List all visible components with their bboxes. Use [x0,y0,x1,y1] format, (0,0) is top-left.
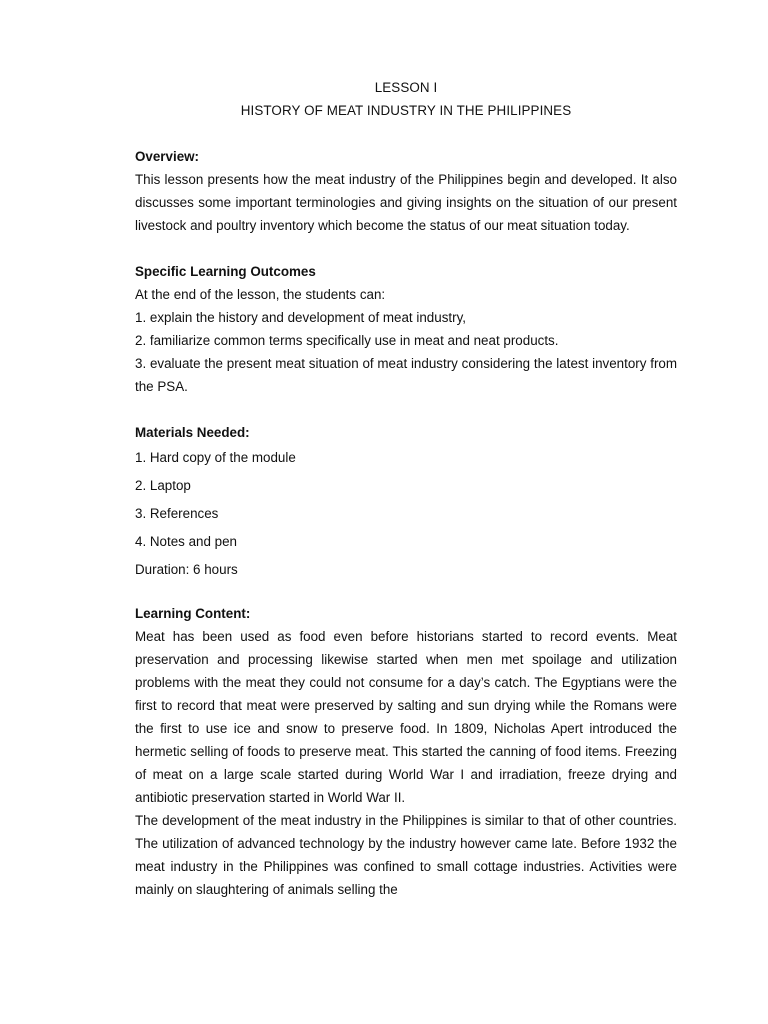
material-item: 2. Laptop [135,478,191,493]
overview-section [135,145,677,237]
outcomes-section [135,260,677,398]
outcome-item: 1. explain the history and development of meat industry, [135,310,466,325]
material-item: 1. Hard copy of the module [135,450,296,465]
content-paragraph: Meat has been used as food even before historians started to record events. Meat preservation and processing likewise started when men met spoilage and utilization problems with the meat they could not consume for a day’s catch. The Egyptians were the first to record that meat were preserved by salting and sun drying while the Romans were the first to use ice and snow to preserve food. In 1809, Nicholas Apert introduced the hermetic selling of foods to preserve meat. This started the canning of food items. Freezing of meat on a large scale started during World War I and irradiation, freeze drying and antibiotic preservation started in World War II. [135,629,677,805]
lesson-number: LESSON I [374,80,438,95]
document-page [135,76,677,901]
lesson-title: HISTORY OF MEAT INDUSTRY IN THE PHILIPPINES [240,103,572,118]
content-paragraph: The development of the meat industry in the Philippines is similar to that of other countries. The utilization of advanced technology by the industry however came late. Before 1932 the meat industry in the Philippines was confined to small cottage industries. Activities were mainly on slaughtering of animals selling the [135,813,677,897]
material-item: 4. Notes and pen [135,534,237,549]
outcome-item: 3. evaluate the present meat situation of meat industry considering the latest inventory from the PSA. [135,356,677,394]
spacer [135,237,677,260]
spacer [135,584,677,602]
spacer [135,122,677,145]
content-heading: Learning Content: [135,606,251,621]
duration-text: Duration: 6 hours [135,562,238,577]
outcomes-intro: At the end of the lesson, the students can: [135,287,386,302]
overview-text: This lesson presents how the meat industry of the Philippines begin and developed. It also discusses some important terminologies and giving insights on the situation of our present livestock and poultry inventory which become the status of our meat situation today. [135,172,677,233]
material-item: 3. References [135,506,219,521]
outcomes-heading: Specific Learning Outcomes [135,264,316,279]
outcome-item: 2. familiarize common terms specifically use in meat and neat products. [135,333,559,348]
spacer [135,398,677,421]
content-section [135,602,677,901]
overview-heading: Overview: [135,149,200,164]
materials-heading: Materials Needed: [135,425,250,440]
materials-section [135,421,677,584]
